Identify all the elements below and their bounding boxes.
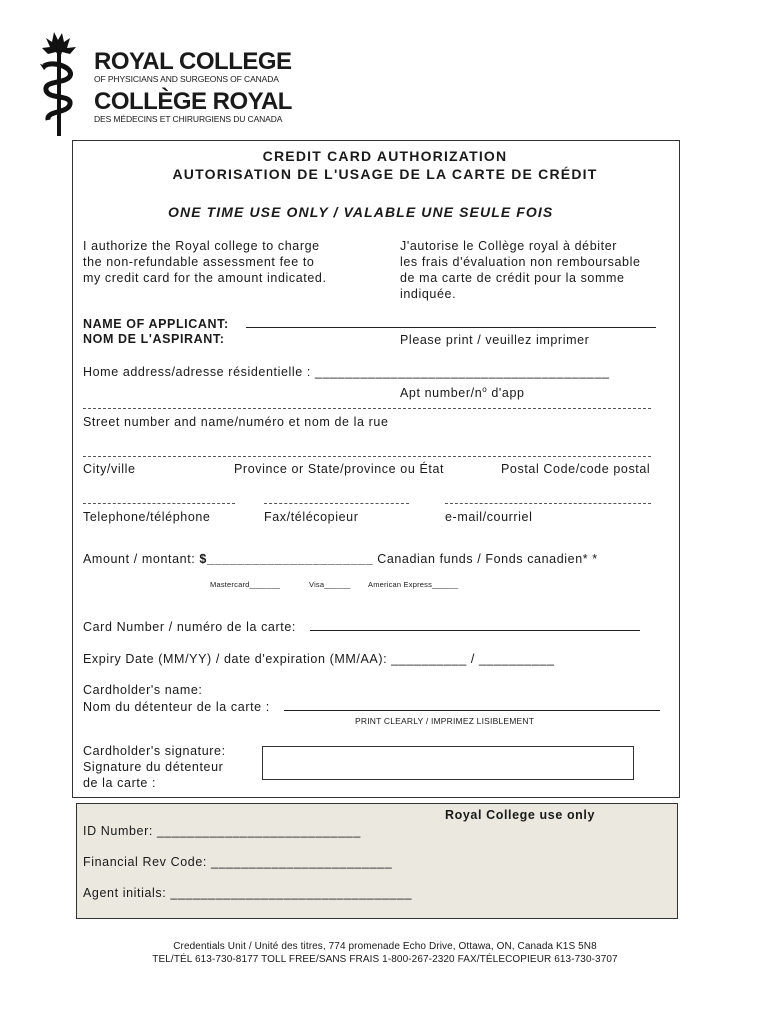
office-use-heading: Royal College use only bbox=[445, 808, 596, 822]
logo-line-4: DES MÉDECINS ET CHIRURGIENS DU CANADA bbox=[94, 114, 283, 124]
applicant-name-field[interactable] bbox=[246, 327, 656, 328]
footer-address: Credentials Unit / Unité des titres, 774 promenade Echo Drive, Ottawa, ON, Canada K1S 5N8 bbox=[173, 941, 597, 952]
cardholder-name-label-fr: Nom du détenteur de la carte : bbox=[83, 700, 270, 714]
print-note: Please print / veuillez imprimer bbox=[400, 333, 590, 347]
signature-label-3: de la carte : bbox=[83, 776, 157, 790]
city-province-postal-field[interactable] bbox=[83, 456, 651, 457]
card-number-label: Card Number / numéro de la carte: bbox=[83, 620, 296, 634]
auth-text-fr-4: indiquée. bbox=[400, 287, 457, 301]
card-type-mastercard[interactable]: Mastercard_______ bbox=[210, 580, 281, 589]
auth-text-en-1: I authorize the Royal college to charge bbox=[83, 239, 320, 253]
logo-line-2: OF PHYSICIANS AND SURGEONS OF CANADA bbox=[94, 74, 279, 84]
card-type-amex[interactable]: American Express______ bbox=[368, 580, 459, 589]
agent-initials-field[interactable]: Agent initials: ________________________________ bbox=[83, 886, 413, 900]
royal-college-emblem-icon bbox=[34, 30, 86, 138]
logo-wordmark bbox=[94, 50, 292, 124]
amount-suffix: Canadian funds / Fonds canadien* * bbox=[377, 552, 598, 566]
logo-line-3: COLLÈGE ROYAL bbox=[94, 88, 292, 115]
telephone-field[interactable] bbox=[83, 503, 235, 504]
amount-row bbox=[83, 551, 598, 567]
auth-text-fr-1: J'autorise le Collège royal à débiter bbox=[400, 239, 618, 253]
city-label: City/ville bbox=[83, 462, 136, 476]
footer-contacts: TEL/TÉL 613-730-8177 TOLL FREE/SANS FRAIS 1-800-267-2320 FAX/TÉLECOPIEUR 613-730-3707 bbox=[152, 954, 618, 965]
id-number-field[interactable]: ID Number: ___________________________ bbox=[83, 824, 361, 838]
auth-text-en-3: my credit card for the amount indicated. bbox=[83, 271, 327, 285]
form-subtitle: ONE TIME USE ONLY / VALABLE UNE SEULE FOIS bbox=[168, 204, 554, 220]
signature-box[interactable] bbox=[262, 746, 634, 780]
form-title-fr: AUTORISATION DE L'USAGE DE LA CARTE DE CRÉDIT bbox=[172, 166, 598, 182]
name-label-fr: NOM DE L'ASPIRANT: bbox=[83, 332, 225, 346]
logo-line-1: ROYAL COLLEGE bbox=[94, 48, 292, 75]
auth-text-fr-2: les frais d'évaluation non remboursable bbox=[400, 255, 641, 269]
postal-label: Postal Code/code postal bbox=[501, 462, 651, 476]
auth-text-fr-3: de ma carte de crédit pour la somme bbox=[400, 271, 625, 285]
telephone-label: Telephone/téléphone bbox=[83, 510, 211, 524]
card-number-field[interactable] bbox=[310, 630, 640, 631]
card-type-visa[interactable]: Visa______ bbox=[309, 580, 351, 589]
rev-code-field[interactable]: Financial Rev Code: ________________________ bbox=[83, 855, 393, 869]
street-label: Street number and name/numéro et nom de la rue bbox=[83, 415, 389, 429]
apt-label: Apt number/$n^o$ d'app bbox=[400, 385, 525, 401]
email-field[interactable] bbox=[445, 503, 651, 504]
amount-label: Amount / montant: bbox=[83, 552, 196, 566]
amount-field[interactable]: $______________________ bbox=[199, 552, 374, 566]
expiry-field[interactable]: Expiry Date (MM/YY) / date d'expiration (MM/AA): __________ / __________ bbox=[83, 652, 555, 666]
auth-text-en-2: the non-refundable assessment fee to bbox=[83, 255, 315, 269]
street-field[interactable] bbox=[83, 408, 651, 409]
fax-field[interactable] bbox=[264, 503, 409, 504]
cardholder-name-field[interactable] bbox=[284, 710, 660, 711]
form-title-en: CREDIT CARD AUTHORIZATION bbox=[262, 148, 508, 164]
cardholder-name-label-en: Cardholder's name: bbox=[83, 683, 203, 697]
province-label: Province or State/province ou État bbox=[234, 462, 445, 476]
signature-label-1: Cardholder's signature: bbox=[83, 744, 226, 758]
email-label: e-mail/courriel bbox=[445, 510, 533, 524]
name-label-en: NAME OF APPLICANT: bbox=[83, 317, 229, 331]
fax-label: Fax/télécopieur bbox=[264, 510, 359, 524]
print-clearly-note: PRINT CLEARLY / IMPRIMEZ LISIBLEMENT bbox=[355, 716, 535, 726]
signature-label-2: Signature du détenteur bbox=[83, 760, 224, 774]
home-address-field[interactable]: Home address/adresse résidentielle : _______________________________________ bbox=[83, 365, 610, 379]
